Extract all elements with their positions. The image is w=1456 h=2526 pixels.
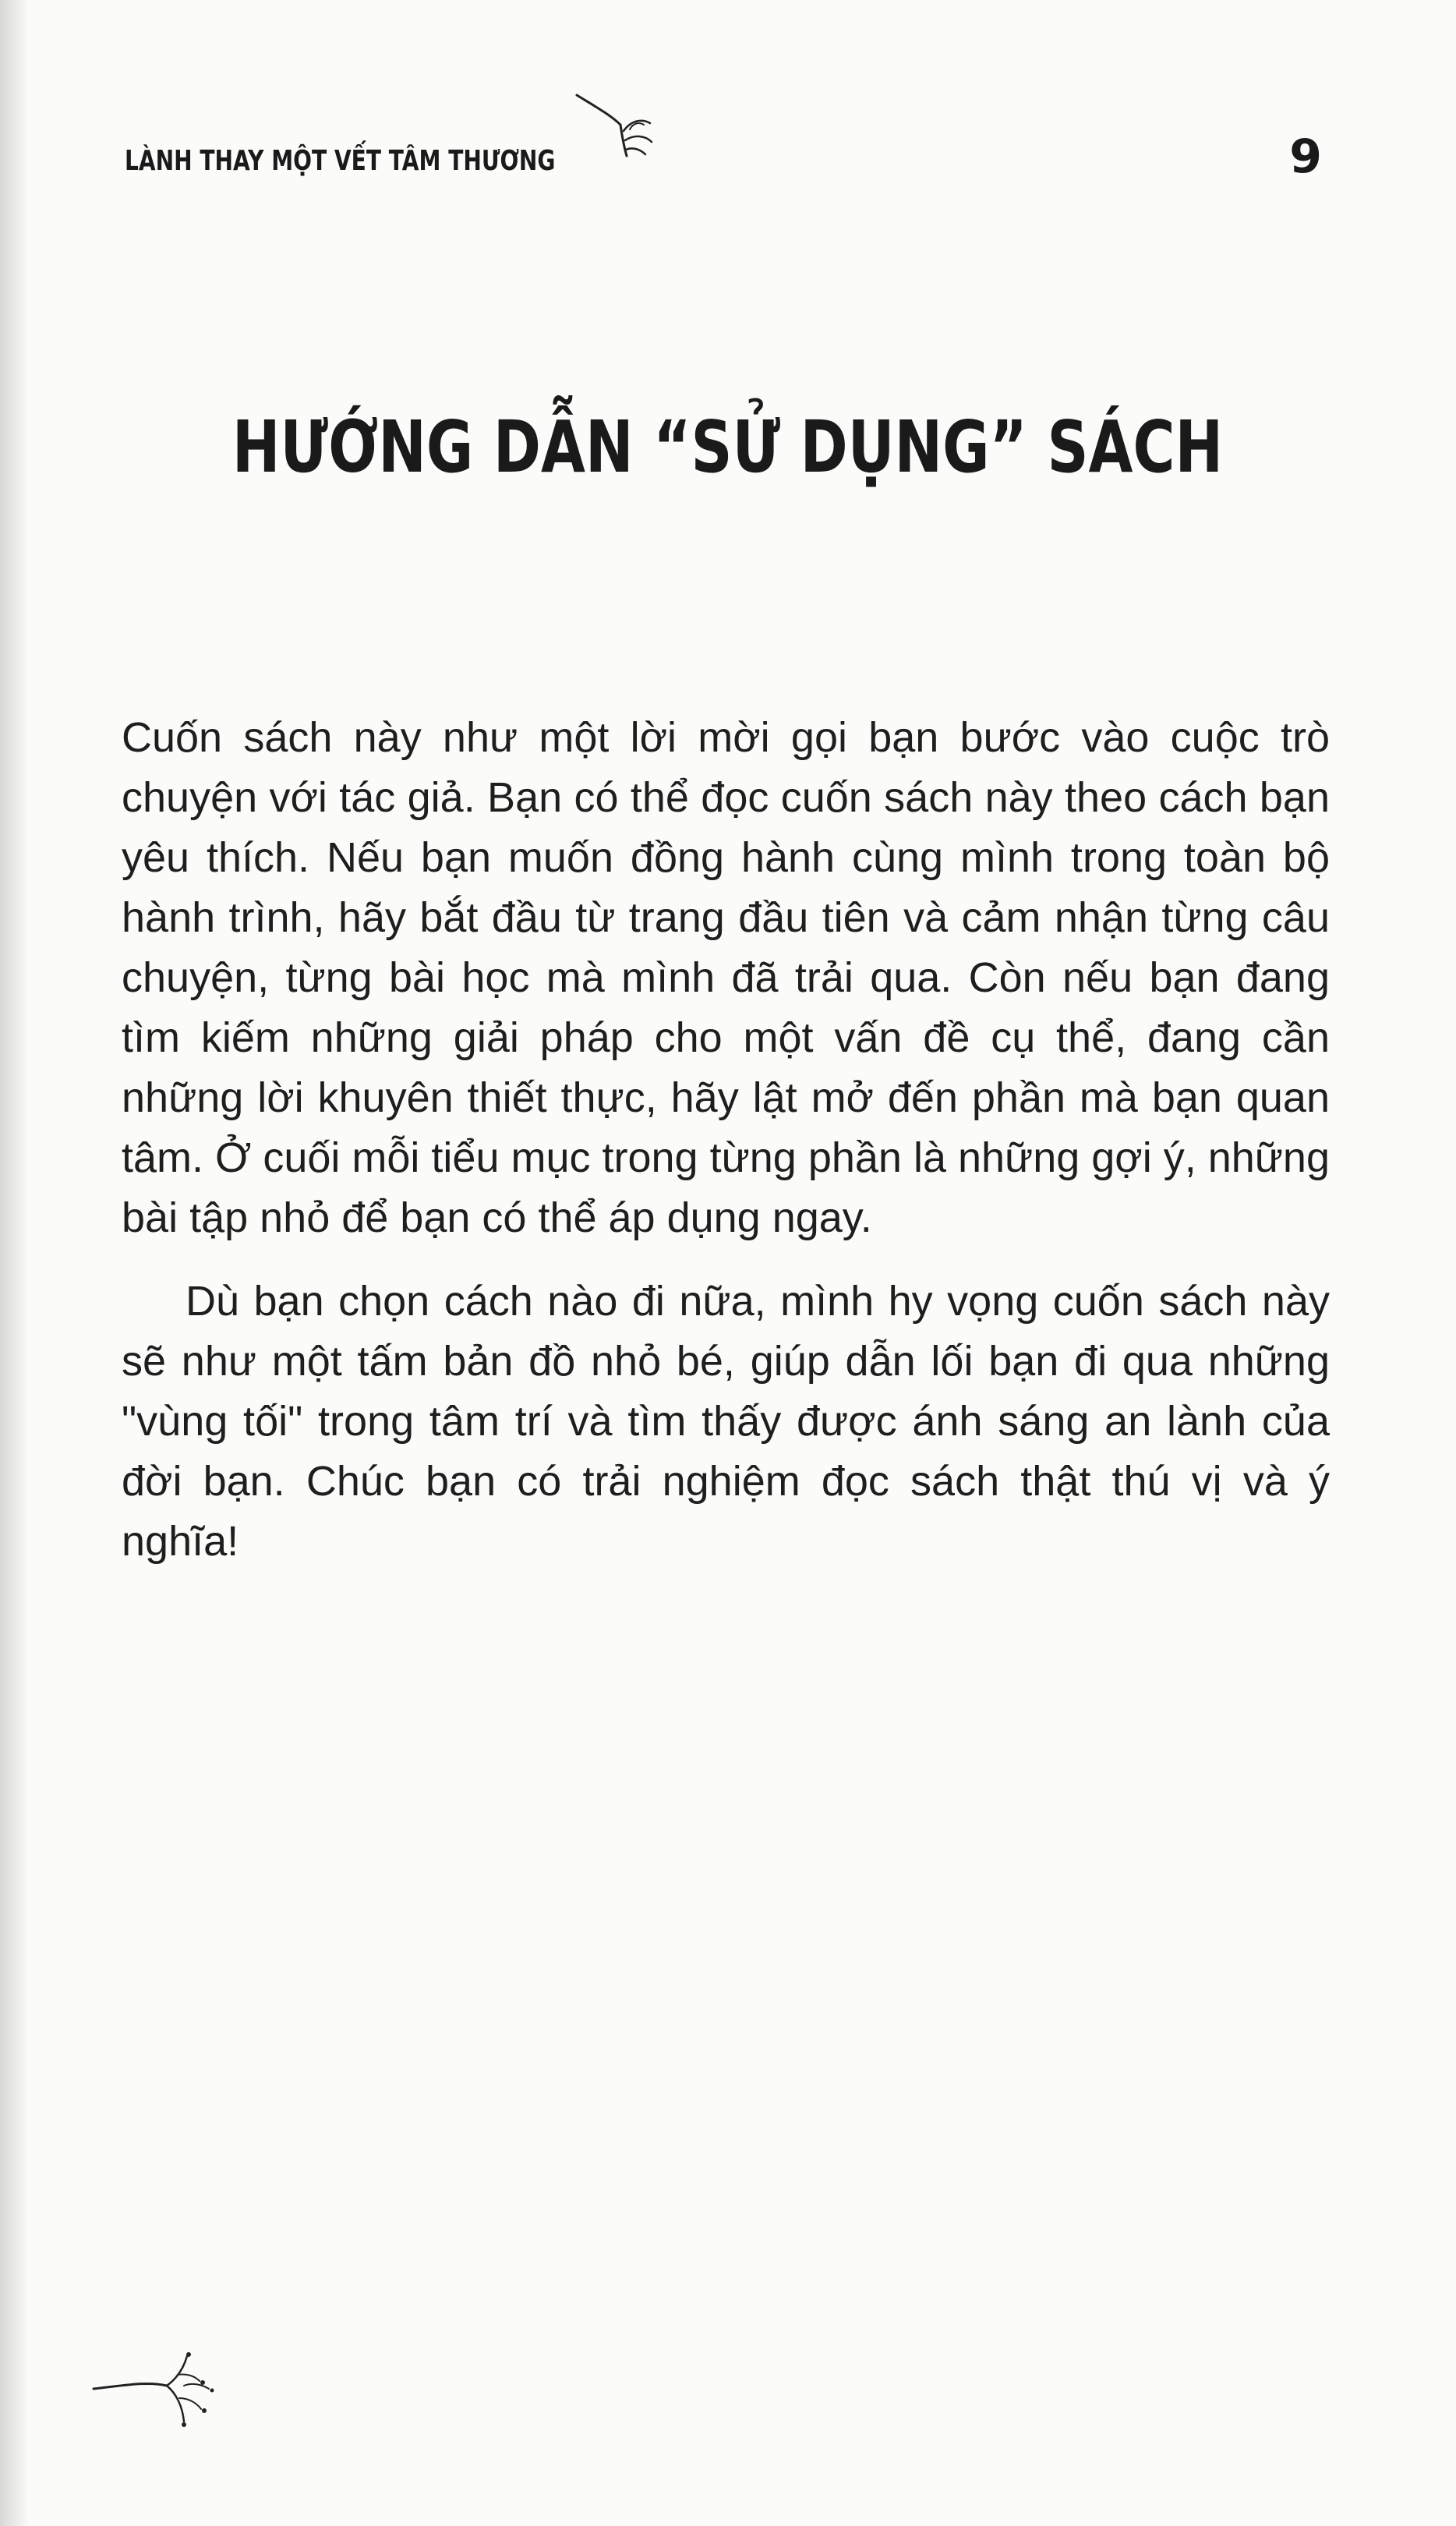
running-header-title: LÀNH THAY MỘT VẾT TÂM THƯƠNG <box>125 145 556 177</box>
sprout-ornament-icon <box>574 84 667 162</box>
paragraph: Dù bạn chọn cách nào đi nữa, mình hy vọng cuốn sách này sẽ như một tấm bản đồ nhỏ bé, giúp dẫn lối bạn đi qua những "vùng tối" trong tâm trí và tìm thấy được ánh sáng an lành của đời bạn. Chúc bạn có trải nghiệm đọc sách thật thú vị và ý nghĩa! <box>122 1278 1330 1565</box>
vine-ornament-icon <box>92 2347 240 2432</box>
page-number: 9 <box>1289 129 1322 184</box>
page-gutter-shadow <box>0 0 30 2526</box>
chapter-title-text: HƯỚNG DẪN “SỬ DỤNG” SÁCH <box>232 405 1224 489</box>
paragraph: Cuốn sách này như một lời mời gọi bạn bước vào cuộc trò chuyện với tác giả. Bạn có thể đọc cuốn sách này theo cách bạn yêu thích. Nếu bạn muốn đồng hành cùng mình trong toàn bộ hành trình, hãy bắt đầu từ trang đầu tiên và cảm nhận từng câu chuyện, từng bài học mà mình đã trải qua. Còn nếu bạn đang tìm kiếm những giải pháp cho một vấn đề cụ thể, đang cần những lời khuyên thiết thực, hãy lật mở đến phần mà bạn quan tâm. Ở cuối mỗi tiểu mục trong từng phần là những gợi ý, những bài tập nhỏ để bạn có thể áp dụng ngay. <box>122 714 1330 1241</box>
chapter-title <box>0 405 1456 489</box>
body-text <box>122 708 1330 1572</box>
